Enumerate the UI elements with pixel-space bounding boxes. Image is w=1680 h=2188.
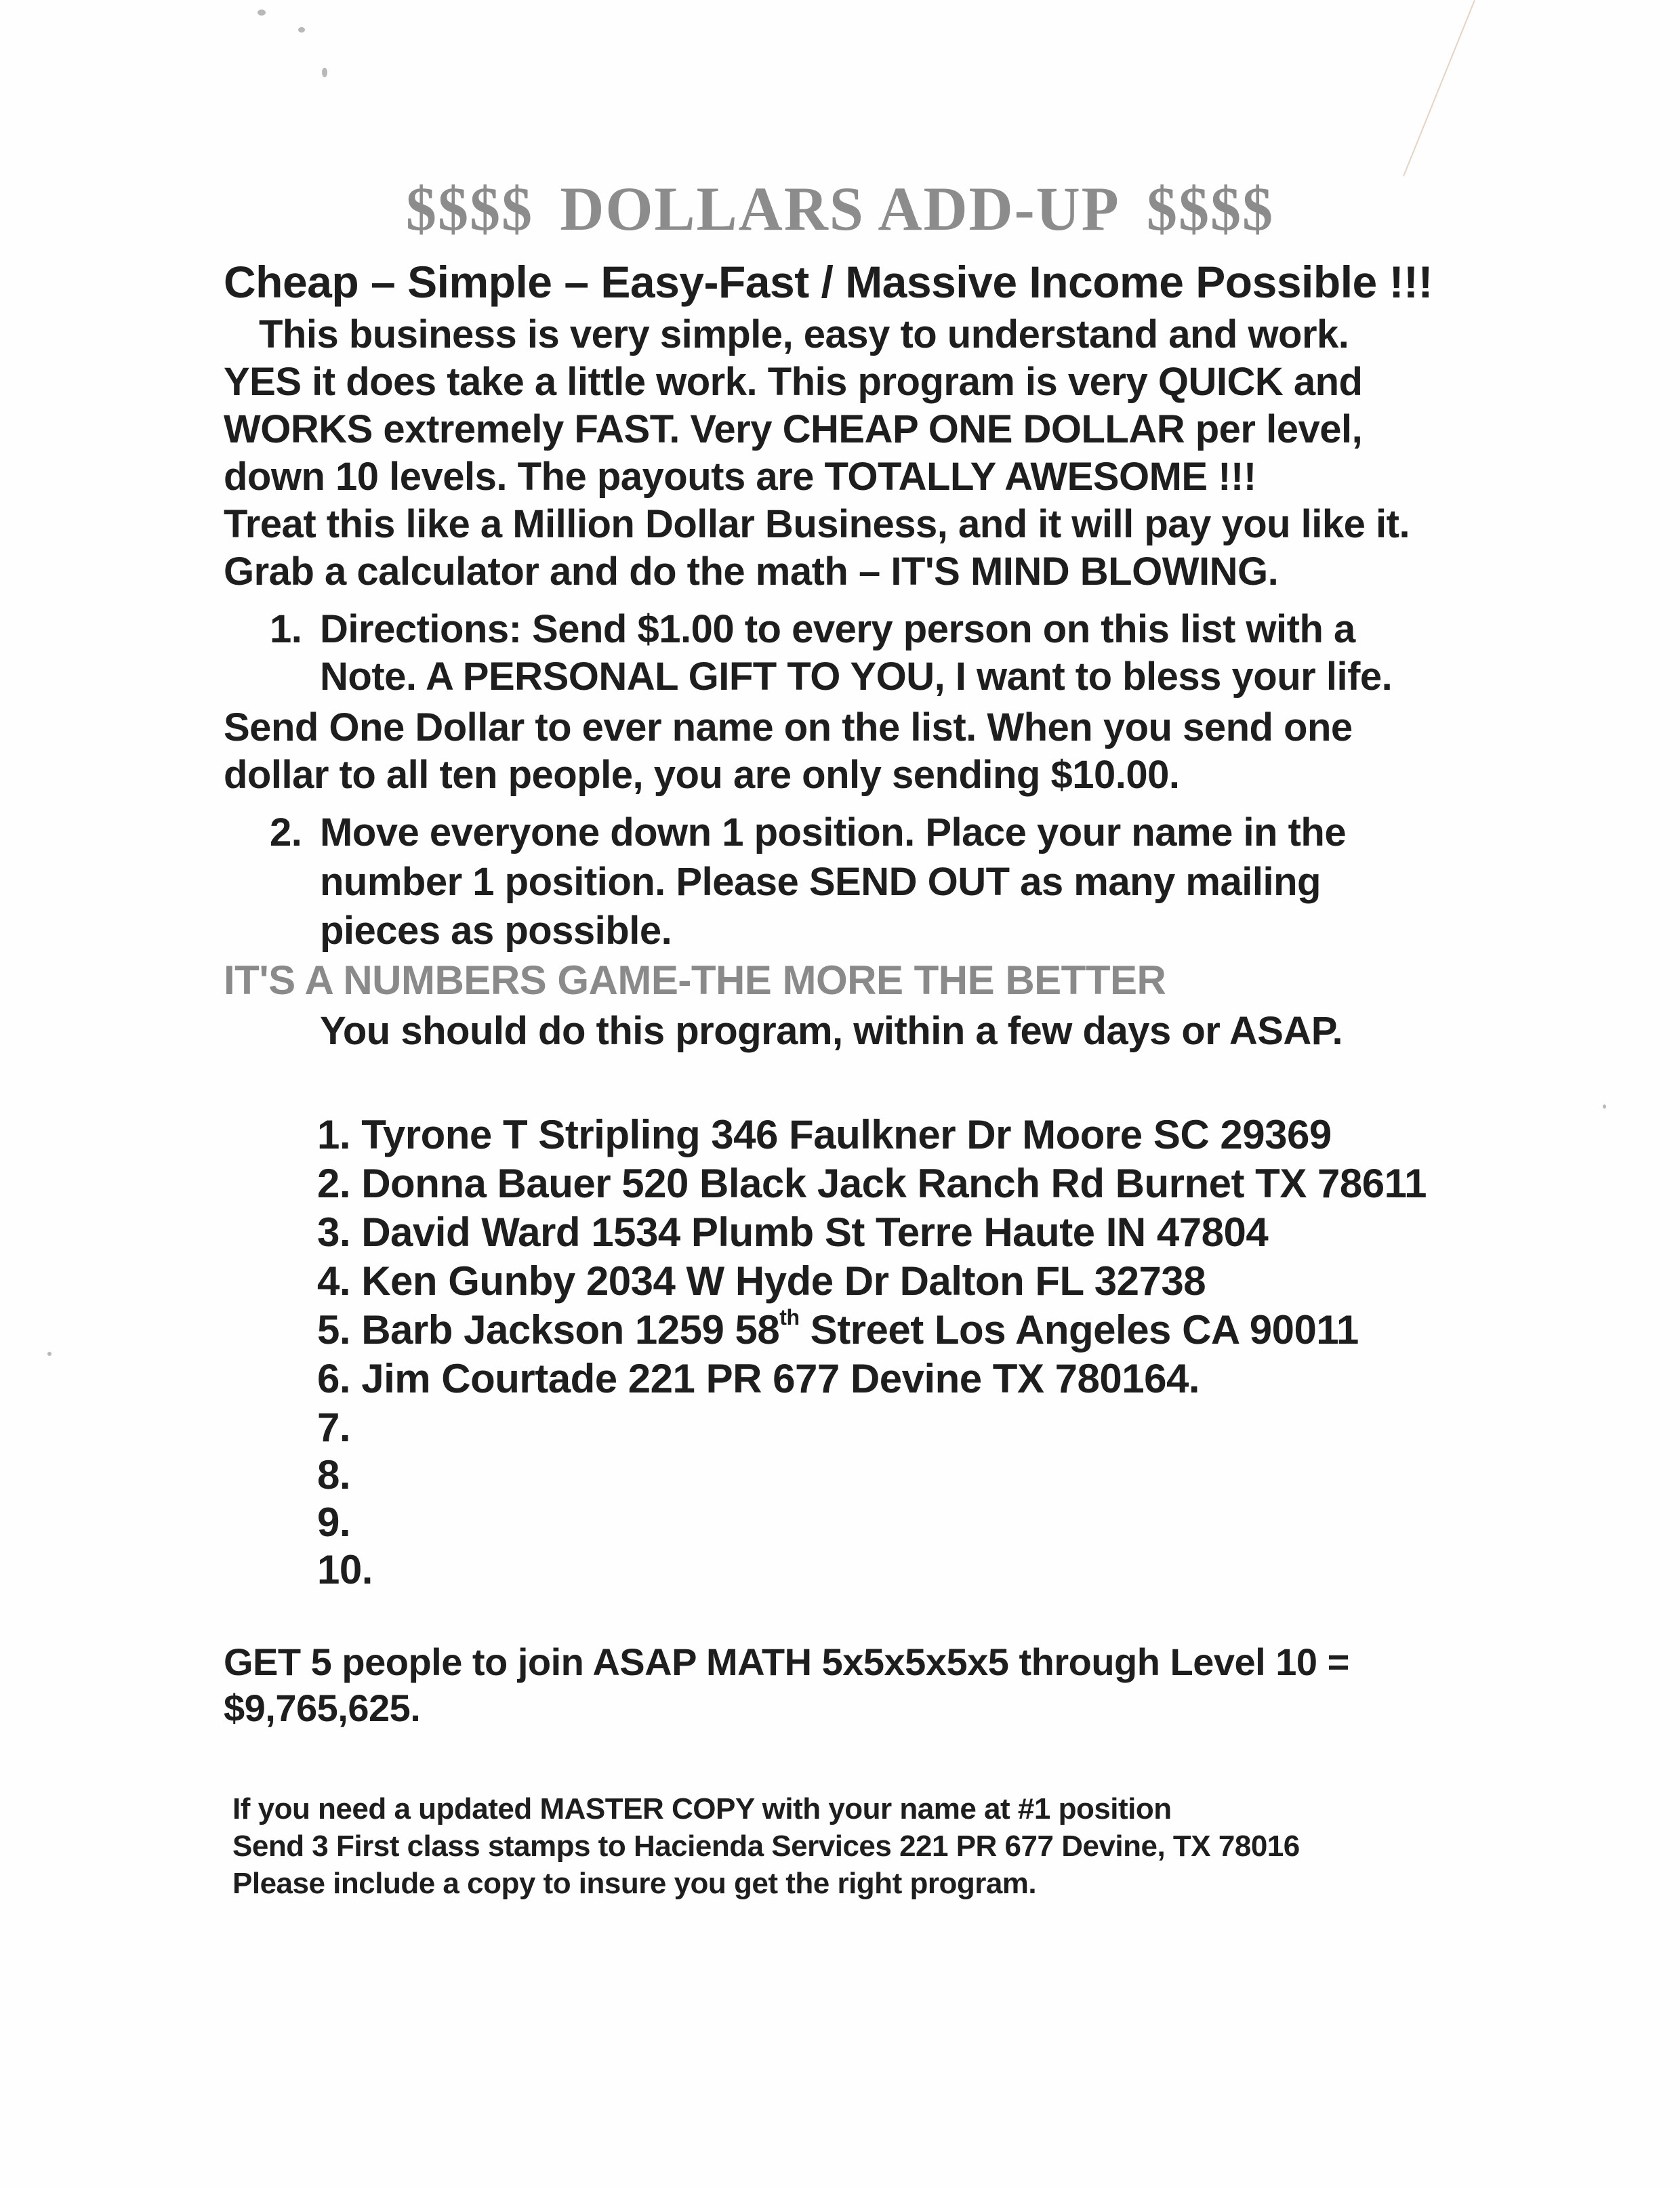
- step-2-line: number 1 position. Please SEND OUT as many mailing: [320, 860, 1321, 904]
- footer-line: Send 3 First class stamps to Hacienda Services 221 PR 677 Devine, TX 78016: [232, 1830, 1300, 1863]
- numbers-game-slogan: IT'S A NUMBERS GAME-THE MORE THE BETTER: [224, 957, 1166, 1003]
- scan-hair-mark: [1403, 0, 1475, 176]
- intro-line: Grab a calculator and do the math – IT'S MIND BLOWING.: [224, 550, 1279, 594]
- list-item: [317, 1111, 1332, 1158]
- math-line: GET 5 people to join ASAP MATH 5x5x5x5x5 through Level 10 =: [224, 1640, 1349, 1683]
- list-item-number: 5.: [317, 1307, 351, 1353]
- list-item: [317, 1209, 1268, 1256]
- intro-line: YES it does take a little work. This program is very QUICK and: [224, 360, 1363, 404]
- list-item-number: 6.: [317, 1356, 351, 1401]
- list-item-number: 7.: [317, 1405, 351, 1450]
- list-item-number: 1.: [317, 1112, 351, 1157]
- intro-line: Treat this like a Million Dollar Business, and it will pay you like it.: [224, 502, 1410, 546]
- footer-line: Please include a copy to insure you get the right program.: [232, 1867, 1037, 1900]
- urgency-line: You should do this program, within a few days or ASAP.: [320, 1009, 1343, 1053]
- math-total: $9,765,625.: [224, 1687, 421, 1729]
- scan-speck: [258, 9, 266, 16]
- scan-speck: [1603, 1105, 1606, 1109]
- flyer-title: [17, 173, 1663, 245]
- ordinal-suffix: th: [779, 1305, 800, 1329]
- step-1-continuation: Send One Dollar to ever name on the list. When you send one: [224, 705, 1353, 749]
- list-item-number: 4.: [317, 1258, 351, 1304]
- list-item-entry: Ken Gunby 2034 W Hyde Dr Dalton FL 32738: [361, 1258, 1206, 1304]
- list-item-number: 2.: [317, 1161, 351, 1206]
- list-item-entry: David Ward 1534 Plumb St Terre Haute IN 47804: [361, 1210, 1269, 1255]
- step-2-line: Move everyone down 1 position. Place your name in the: [320, 810, 1347, 854]
- step-2-number: 2.: [270, 810, 302, 854]
- title-text: DOLLARS ADD-UP: [560, 174, 1120, 243]
- list-item-number: 9.: [317, 1500, 351, 1545]
- list-item-blank: [317, 1499, 350, 1546]
- scan-speck: [298, 27, 305, 33]
- list-item-blank: [317, 1546, 373, 1593]
- list-item-entry: Barb Jackson 1259 58: [361, 1307, 780, 1353]
- list-item-number: 3.: [317, 1210, 351, 1255]
- list-item: [317, 1355, 1200, 1402]
- list-item: [317, 1306, 1359, 1353]
- list-item-number: 10.: [317, 1547, 373, 1592]
- list-item: [317, 1258, 1206, 1304]
- list-item-blank: [317, 1451, 350, 1498]
- step-2-line: pieces as possible.: [320, 909, 672, 953]
- scan-speck: [322, 68, 327, 77]
- list-item-blank: [317, 1404, 350, 1451]
- title-right-dollars: $$$$: [1146, 174, 1275, 243]
- intro-line: down 10 levels. The payouts are TOTALLY AWESOME !!!: [224, 455, 1256, 499]
- list-item-number: 8.: [317, 1452, 351, 1498]
- step-1-number: 1.: [270, 607, 302, 651]
- step-1-line: Directions: Send $1.00 to every person on this list with a: [320, 607, 1355, 651]
- title-left-dollars: $$$$: [405, 174, 534, 243]
- flyer-subtitle: Cheap – Simple – Easy-Fast / Massive Income Possible !!!: [224, 257, 1433, 307]
- intro-line: WORKS extremely FAST. Very CHEAP ONE DOLLAR per level,: [224, 407, 1363, 451]
- list-item-entry: Tyrone T Stripling 346 Faulkner Dr Moore SC 29369: [361, 1112, 1332, 1157]
- list-item-entry: Jim Courtade 221 PR 677 Devine TX 780164.: [361, 1356, 1200, 1401]
- step-1-line: Note. A PERSONAL GIFT TO YOU, I want to bless your life.: [320, 655, 1393, 699]
- scan-speck: [47, 1352, 52, 1356]
- intro-line: This business is very simple, easy to understand and work.: [259, 312, 1349, 356]
- list-item-entry: Donna Bauer 520 Black Jack Ranch Rd Burnet TX 78611: [361, 1161, 1427, 1206]
- footer-line: If you need a updated MASTER COPY with your name at #1 position: [232, 1792, 1172, 1825]
- list-item: [317, 1160, 1427, 1207]
- list-item-entry-rest: Street Los Angeles CA 90011: [799, 1307, 1359, 1353]
- step-1-continuation: dollar to all ten people, you are only sending $10.00.: [224, 753, 1180, 797]
